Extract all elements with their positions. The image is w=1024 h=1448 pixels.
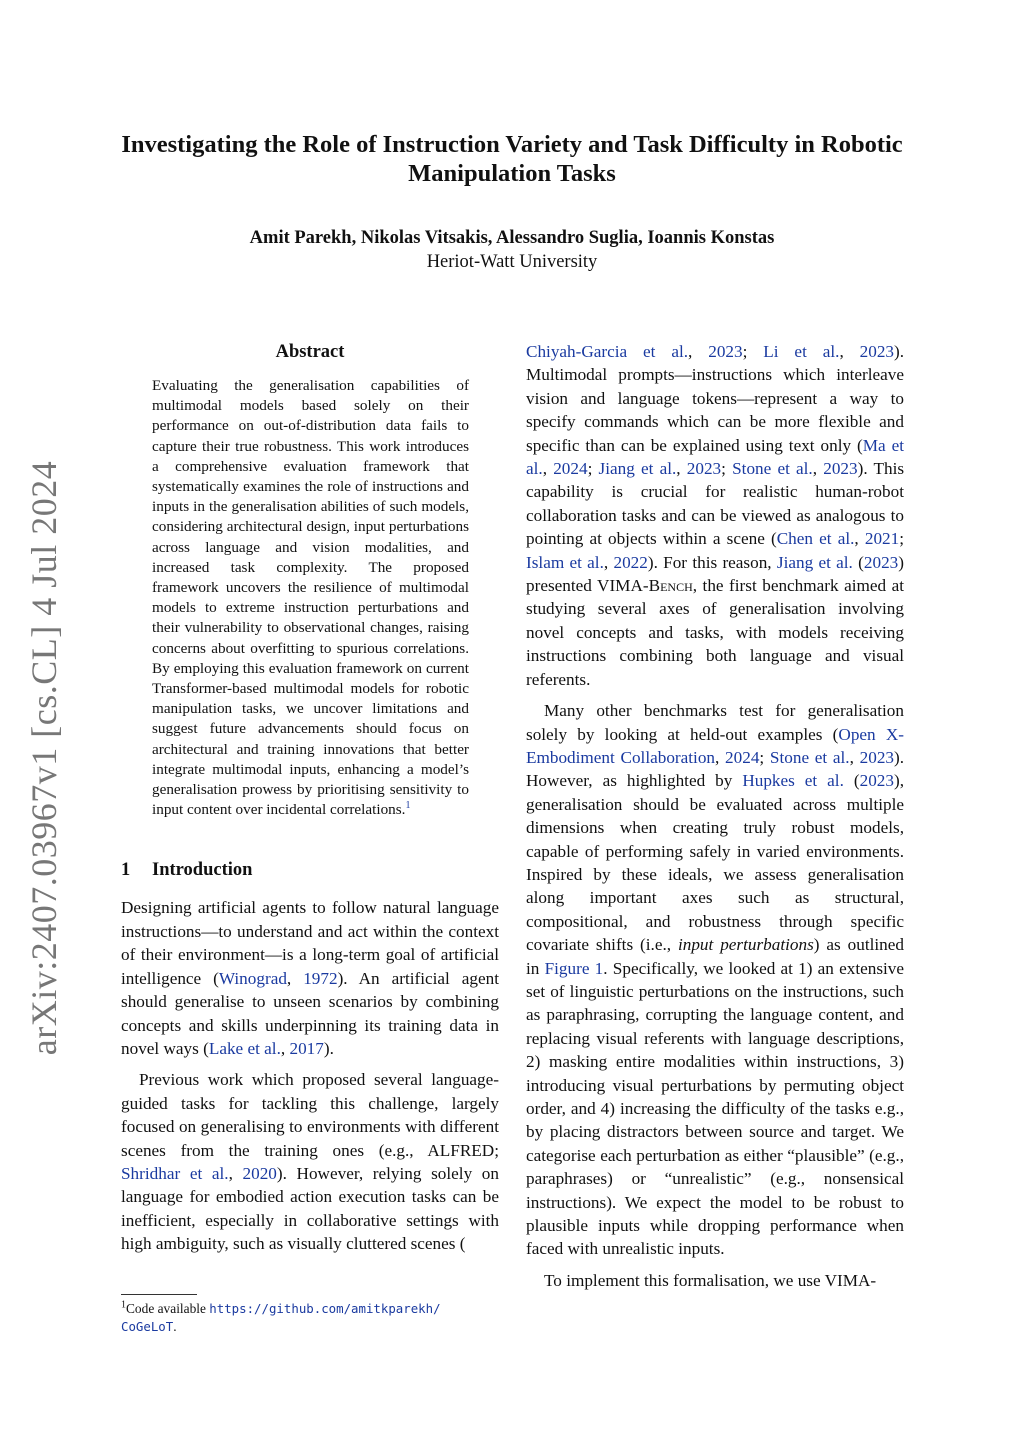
abstract-body: Evaluating the generalisation capabilities of multimodal models based solely on their performance on out-of-distribution data fails to capture their true robustness. This work introduces a comprehensive evaluation framework that systematically examines the role of instructions and inputs in the generalisation abilities of such models, considering architectural design, input perturbations across language and vision modalities, and increased task complexity. The proposed framework uncovers the resilience of multimodal models to extreme instruction perturbations and their vulnerability to observational changes, raising concerns about overfitting to spurious correlations. By employing this evaluation framework on current Transformer-based multimodal models for robotic manipulation tasks, we uncover limitations and suggest future advancements should focus on architectural and training innovations that better integrate multimodal inputs, enhancing a model’s generalisation prowess by prioritising sensitivity to input content over incidental correlations. [152, 377, 469, 819]
footnote-rule [121, 1294, 197, 1295]
citation-lake-year[interactable]: 2017 [289, 1038, 324, 1058]
intro-paragraph-4: To implement this formalisation, we use VIMA- [544, 1270, 877, 1290]
figure-ref-link[interactable]: Figure 1 [544, 958, 604, 978]
text-run: , [603, 552, 614, 572]
text-run: ). An artificial agent should generalise to unseen scenarios by combining concepts and skills underpinning its training data in novel ways ( [121, 968, 500, 1058]
text-run: , [280, 1038, 290, 1058]
citation-jiang-year[interactable]: 2023 [686, 459, 722, 479]
url-part: CoGeLoT [121, 1319, 174, 1334]
author-block [100, 226, 924, 274]
text-run: , [854, 529, 865, 549]
text-run: ( [852, 552, 864, 572]
citation-open-x[interactable]: Open X-Embodiment Collaboration [526, 724, 904, 767]
section-title: Introduction [152, 860, 253, 881]
citation-jiang-2[interactable]: Jiang et al. [776, 552, 853, 572]
citation-chen-year[interactable]: 2021 [864, 529, 900, 549]
text-run: , [286, 968, 304, 988]
section-number: 1 [121, 860, 131, 881]
citation-islam[interactable]: Islam et al. [526, 552, 604, 572]
citation-islam-year[interactable]: 2022 [613, 552, 648, 572]
text-run: ). However, as highlighted by [526, 747, 905, 791]
text-run: , [676, 459, 687, 479]
text-run: . [173, 1319, 177, 1334]
citation-jiang[interactable]: Jiang et al. [598, 459, 677, 479]
citation-shridhar-year[interactable]: 2020 [242, 1163, 277, 1183]
text-run: . Specifically, we looked at 1) an extensive set of linguistic perturbations on the instructions, such as paraphrasing, corrupting the language content, and replacing visual referents with language descriptions, 2) masking entire modalities within instructions, 3) introducing visual perturbations by permuting object order, and 4) increasing the difficulty of the tasks e.g., by placing distractors between source and target. We categorise each perturbation as either “plausible” (e.g., paraphrases) or “unrealistic” (e.g., nonsensical instructions). We expect the model to be robust to plausible inputs while dropping performance when faced with unrealistic inputs. [526, 958, 905, 1259]
citation-open-x-year[interactable]: 2024 [725, 747, 760, 767]
right-column [526, 340, 904, 1292]
citation-chiyah-garcia[interactable]: Chiyah-Garcia et al. [526, 342, 689, 361]
author-names: Amit Parekh, Nikolas Vitsakis, Alessandro Suglia, Ioannis Konstas [249, 228, 775, 248]
emphasis-input-perturbations: input perturbations [677, 935, 814, 955]
citation-stone-2[interactable]: Stone et al. [769, 747, 850, 767]
citation-winograd-year[interactable]: 1972 [303, 968, 338, 988]
text-run: , [688, 342, 709, 361]
citation-ma-year[interactable]: 2024 [553, 459, 588, 479]
paper-title: Investigating the Role of Instruction Variety and Task Difficulty in Robotic Manipulation Tasks [121, 131, 903, 187]
citation-ma[interactable]: Ma et al. [526, 435, 904, 479]
citation-stone[interactable]: Stone et al. [732, 459, 813, 479]
abstract-heading: Abstract [275, 342, 345, 362]
text-run: , [812, 459, 824, 479]
text-run: , [715, 747, 726, 767]
arxiv-stamp [22, 460, 66, 1055]
text-run: Designing artificial agents to follow natural language instructions—to understand and act within the context of their environment—is a long-term goal of artificial intelligence ( [121, 898, 499, 988]
citation-lake[interactable]: Lake et al. [208, 1038, 281, 1058]
text-run: ; [759, 747, 770, 767]
citation-li-year[interactable]: 2023 [859, 342, 894, 361]
text-run: , [849, 747, 860, 767]
text-run: ( [843, 771, 860, 791]
footnote-text [121, 1300, 499, 1336]
affiliation: Heriot-Watt University [426, 252, 598, 272]
text-run: ), generalisation should be evaluated across multiple dimensions when creating truly robust models, capable of performing safely in varied environments. Inspired by these ideals, we assess generalisation along important axes such as structural, compositional, and robustness through specific covariate shifts (i.e., [526, 771, 904, 955]
citation-stone-2-year[interactable]: 2023 [859, 747, 894, 767]
citation-hupkes-year[interactable]: 2023 [859, 771, 894, 791]
text-run: ). However, relying solely on language for embodied action execution tasks can be inefficient, especially in collaborative settings with high ambiguity, such as visually cluttered scenes ( [121, 1163, 499, 1254]
text-run: ; [587, 459, 599, 479]
citation-winograd[interactable]: Winograd [218, 968, 287, 988]
footnote-mark: 1 [121, 1299, 126, 1311]
intro-paragraph-2-start [121, 1068, 499, 1255]
intro-paragraph-3 [526, 699, 904, 1261]
arxiv-stamp-text: arXiv:2407.03967v1 [cs.CL] 4 Jul 2024 [24, 460, 65, 1055]
citation-shridhar[interactable]: Shridhar et al. [121, 1163, 229, 1183]
abstract-text [152, 376, 469, 820]
url-part: https://github.com/amitkparekh/ [209, 1301, 441, 1316]
footnote [121, 1294, 499, 1336]
text-run: ). Multimodal prompts—instructions which interleave vision and language tokens—represent a way to specify commands which can be more flexible and specific than can be explained using text only ( [526, 342, 905, 455]
text-run: ; [721, 459, 733, 479]
text-run: Many other benchmarks test for generalisation solely by looking at held-out examples ( [526, 701, 904, 744]
text-run: Code available [126, 1301, 210, 1316]
left-column [121, 340, 499, 1256]
citation-hupkes[interactable]: Hupkes et al. [742, 771, 844, 791]
citation-chen[interactable]: Chen et al. [776, 529, 855, 549]
citation-jiang-2-year[interactable]: 2023 [863, 552, 899, 572]
text-run: ). For this reason, [647, 552, 777, 572]
text-run: ) as outlined in [526, 935, 904, 978]
text-run: , [839, 342, 860, 361]
text-run: ; [899, 529, 905, 549]
text-run: , the first benchmark aimed at studying several axes of generalisation involving novel concepts and tasks, with models receiving instructions combining both language and visual referents. [526, 576, 904, 689]
text-run: Previous work which proposed several language-guided tasks for tackling this challenge, largely focused on generalising to environments with different scenes from the training ones (e.g., ALFRED; [121, 1070, 499, 1160]
citation-li[interactable]: Li et al. [763, 342, 840, 361]
footnote-ref-link[interactable]: 1 [405, 800, 411, 812]
benchmark-name: Bench [648, 576, 693, 596]
citation-chiyah-garcia-year[interactable]: 2023 [708, 342, 743, 361]
intro-paragraph-2-cont [526, 340, 904, 691]
citation-stone-year[interactable]: 2023 [823, 459, 858, 479]
section-heading [121, 858, 499, 882]
text-run: ). [323, 1038, 334, 1058]
text-run: ) presented VIMA- [526, 552, 904, 596]
text-run: , [542, 459, 554, 479]
text-run: ; [742, 342, 764, 361]
intro-paragraph-1 [121, 896, 499, 1060]
text-run: ). This capability is crucial for realistic human-robot collaboration tasks and can be viewed as analogous to pointing at objects within a scene ( [526, 459, 905, 549]
text-run: , [228, 1163, 243, 1183]
